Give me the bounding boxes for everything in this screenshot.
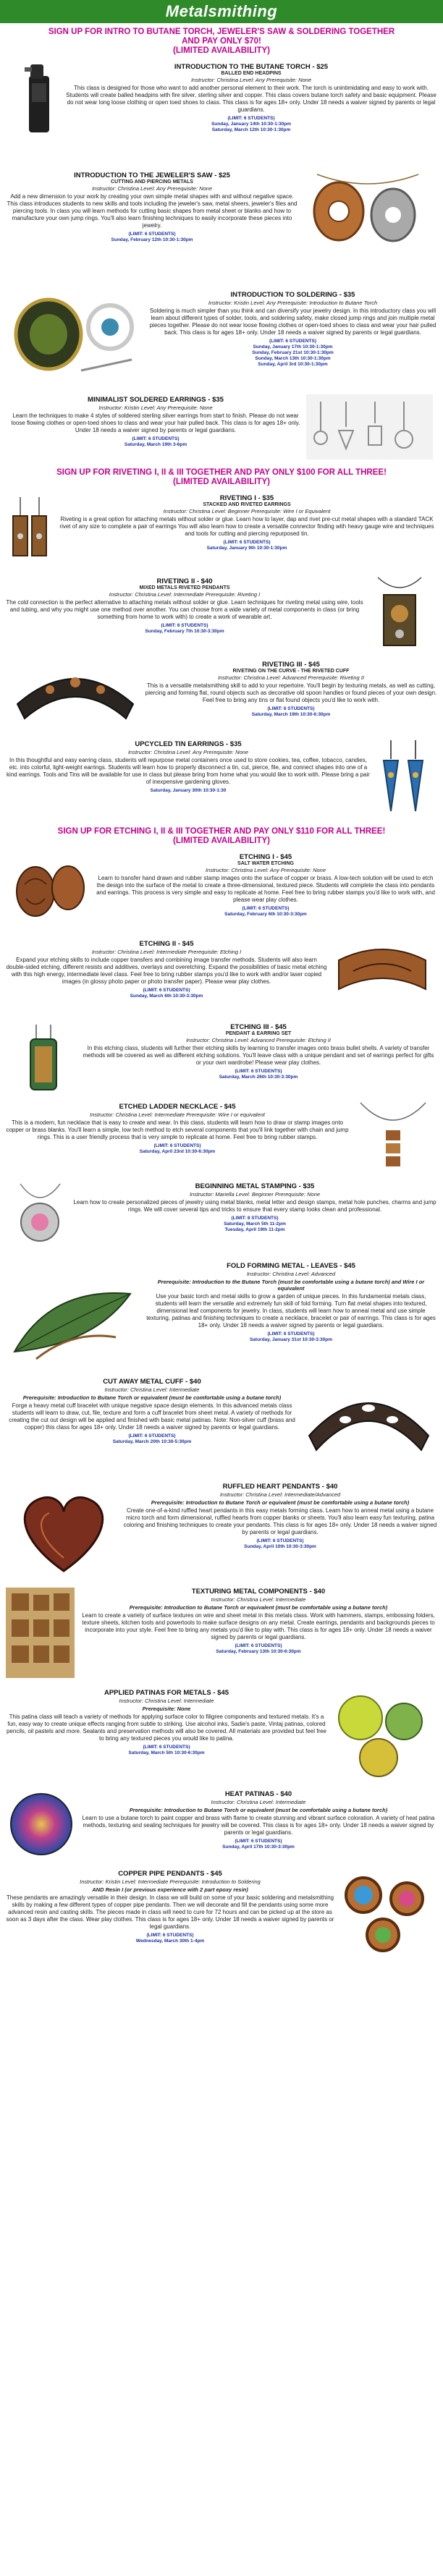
class-description: Learn to create a variety of surface textures on wire and sheet metal in this metals class. Work with hammers, stamps, embossing folders, texture sheets, kitchen tools and powertools to make surface designs on any metal. Create earrings, pendants and backgrounds pieces to incorporate into your style. Feel free to bring any metals you'd like to play with. This class is for ages 18+ only. Under 18 needs a waiver signed by parents or legal guardians.: [82, 1612, 435, 1640]
class-beginning-stamping: [0, 1178, 443, 1258]
class-date-line: Saturday, January 9th 10:30-1:30pm: [206, 546, 287, 551]
class-date-line: Saturday, March 19th 10:30-6:30pm: [251, 712, 331, 717]
class-dates: [123, 1538, 437, 1550]
class-description: Learn to transfer hand drawn and rubber stamp images onto the surface of copper or brass. A low-tech solution will be used to etch the design into the surface of the metal to create a three-dimensional, textured piece. Students will complete the class into pendants and earrings. This process is very simple and easy to replicate at home. Feel free to bring rubber stamps you'd like to work with, and please wear play clothes.: [96, 875, 435, 903]
class-date-line: Sunday, April 10th 10:30-3:30pm: [244, 1544, 316, 1549]
class-date-line: (LIMIT: 6 STUDENTS): [146, 1933, 194, 1938]
class-date-line: Saturday, March 5th 10:30-6:30pm: [128, 1750, 205, 1755]
class-date-line: Sunday, February 21st 10:30-1:30pm: [252, 350, 334, 355]
class-dates: [80, 1643, 437, 1655]
class-date-line: Saturday, February 6th 10:30-3:30pm: [224, 912, 307, 917]
bullet-shell-pendant-photo: [14, 1022, 72, 1094]
class-date-line: Sunday, March 13th 10:30-1:30pm: [255, 356, 331, 361]
class-dates: [80, 1069, 437, 1080]
class-date-line: Saturday, March 5th 11-2pm: [224, 1221, 286, 1226]
promo-line: SIGN UP FOR RIVETING I, II & III TOGETHER AND PAY ONLY $100 FOR ALL THREE!: [56, 468, 387, 477]
class-date-line: (LIMIT: 6 STUDENTS): [256, 1538, 304, 1543]
class-dates: [145, 1331, 437, 1343]
class-title: RIVETING II - $40: [156, 577, 213, 585]
class-title: INTRODUCTION TO THE BUTANE TORCH - $25: [174, 63, 329, 71]
class-description: Soldering is much simpler than you think and can diversify your jewelry design. In this introductory class you will learn about different types of solder, tools, and soldering safety, make closed jump rings and join multiple metal pieces together. Please do not wear loose flowing clothes or open-toed shoes to class and wear your hair pulled back. This class is for ages 18+ only. Under 18 needs a waiver signed by parents or legal guardians.: [149, 308, 436, 336]
class-meta: Instructor: Kristin Level: Any Prerequisite: Introduction to Butane Torch: [208, 300, 378, 306]
class-description: Learn to use a butane torch to paint copper and brass with flame to create stunning and vibrant surface coloration. A variety of heat patina methods, texturing and sealing techniques for jewelry will be covered. This class is for ages 18+ only. Under 18 needs a waiver signed by parents or legal guardians.: [82, 1815, 435, 1836]
class-date-line: Saturday, March 20th 10:30-5:30pm: [112, 1439, 192, 1444]
class-dates: [6, 1433, 298, 1445]
class-meta: Instructor: Mariella Level: Beginner Prerequisite: None: [189, 1191, 321, 1198]
class-meta: Instructor: Christina Level: Any Prerequisite: None: [205, 867, 326, 873]
promo-torch-saw-solder: [14, 27, 429, 56]
class-date-line: (LIMIT: 6 STUDENTS): [143, 988, 190, 993]
class-date-line: (LIMIT: 6 STUDENTS): [267, 706, 315, 711]
class-title: APPLIED PATINAS FOR METALS - $45: [104, 1689, 229, 1697]
class-description: This is a modern, fun necklace that is easy to create and wear. In this class, students will learn how to draw or stamp images onto copper or brass blanks. You'll learn a simple, low tech method to etch several components that you'll link together with chain and jump rings. This is a user friendly process that is very simple to replicate at home. Feel free to bring rubber stamps.: [6, 1119, 349, 1140]
promo-note: (LIMITED AVAILABILITY): [173, 46, 270, 55]
class-title: ETCHING II - $45: [139, 940, 194, 948]
class-date-line: (LIMIT: 6 STUDENTS): [242, 906, 290, 911]
riveted-earrings-photo: [7, 494, 51, 567]
riveted-pendant-photo: [371, 576, 429, 652]
class-applied-patinas: [0, 1685, 443, 1786]
class-jewelers-saw: [0, 167, 443, 287]
class-subtitle: CUTTING AND PIERCING METALS: [111, 179, 193, 185]
class-dates: [72, 1216, 437, 1233]
class-date-line: (LIMIT: 6 STUDENTS): [235, 1839, 282, 1844]
class-date-line: (LIMIT: 6 STUDENTS): [227, 116, 275, 121]
class-meta: Instructor: Christina Level: Intermediate Prerequisite: Riveting I: [109, 591, 261, 598]
class-title: ETCHED LADDER NECKLACE - $45: [119, 1103, 236, 1111]
class-dates: [6, 1933, 334, 1944]
class-texturing-metal: [0, 1583, 443, 1685]
class-date-line: Sunday, February 7th 10:30-3:30pm: [145, 629, 224, 634]
fold-formed-leaves-photo: [7, 1279, 141, 1366]
class-description: Expand your etching skills to include copper transfers and combining image transfer methods. Students will also learn double-sided etching, different resists and additives, overlays and overetching. Expand the possibilities of basic metal etching with this high energy, intermediate level class. Feel free to bring rubber stamps you'd like to work with and/or laser copied images (in glossy photo paper or photo transfer paper). Please wear play clothes.: [6, 957, 327, 985]
class-dates: [6, 1745, 327, 1756]
class-dates: [148, 339, 437, 368]
promo-line: SIGN UP FOR INTRO TO BUTANE TORCH, JEWELER'S SAW & SOLDERING TOGETHER: [48, 27, 395, 36]
promo-line: AND PAY ONLY $70!: [182, 37, 261, 46]
class-date-line: (LIMIT: 6 STUDENTS): [269, 339, 316, 344]
class-meta: Instructor: Christina Level: Intermediate Prerequisite: Wire I or equivalent: [90, 1111, 265, 1118]
class-subtitle: STACKED AND RIVETED EARRINGS: [203, 502, 291, 507]
class-meta: Instructor: Christina Level: Advanced Prerequisite: Riveting II: [218, 674, 364, 681]
class-date-line: Saturday, February 13th 10:30-6:30pm: [216, 1649, 301, 1654]
class-prerequisite: Prerequisite: Introduction to Butane Torch or equivalent (must be comfortable using a butane torch): [129, 1604, 388, 1611]
class-heat-patinas: [0, 1786, 443, 1865]
class-title: INTRODUCTION TO THE JEWELER'S SAW - $25: [74, 171, 230, 179]
class-description: Add a new dimension to your work by creating your own simple metal shapes with and without negative space. This class introduces students to new skills and tools including the jeweler's saw, metal sheers, jeweler's files and piercing tools. In class you will learn methods for cutting basic shapes from metal sheet or blanks and how to manufacture your own jump rings. You'll also learn finishing techniques to easily incorporate these pieces into jewelry.: [7, 193, 298, 229]
class-dates: [65, 116, 437, 133]
class-etched-ladder-necklace: [0, 1098, 443, 1178]
class-date-line: Sunday, March 6th 10:30-3:30pm: [130, 993, 203, 999]
class-title: MINIMALIST SOLDERED EARRINGS - $35: [88, 396, 224, 404]
class-prerequisite: Prerequisite: Introduction to Butane Torch or equivalent (must be comfortable using a butane torch): [22, 1394, 282, 1401]
class-date-line: (LIMIT: 6 STUDENTS): [235, 1069, 282, 1074]
etched-bracelet-photo: [332, 939, 433, 1011]
class-riveting-1: [0, 490, 443, 573]
class-description: Riveting is a great option for attaching metals without solder or glue. Learn how to layer, dap and rivet pre-cut metal shapes with a standard TACK rivet of any size to complete a pair of earrings You will also learn how to create a versatile connector finding with heavy gauge wire and techniques and tools for cutting and piercing repurposed tin.: [59, 516, 434, 537]
class-title: ETCHING III - $45: [230, 1023, 287, 1031]
class-butane-torch: [0, 59, 443, 167]
class-date-line: (LIMIT: 6 STUDENTS): [223, 540, 271, 545]
class-meta: Instructor: Christina Level: Any Prerequisite: None: [190, 77, 312, 83]
class-description: This patina class will teach a variety of methods for applying surface color to filigree components and textured metals. It's a fun, easy way to create unique effects ranging from subtle to striking. Use alcohol inks, Sadie's paste, Vintaj patinas, colored pencils, oil pastels and more. Sealants and preservation methods will also be covered. All materials are provided but feel free to bring any textured pieces you would like to patina.: [6, 1713, 326, 1742]
page-title: Metalsmithing: [165, 2, 278, 20]
class-meta: Instructor: Kristin Level: Intermediate Prerequisite: Introduction to Soldering: [80, 1878, 261, 1885]
class-title: RIVETING I - $35: [219, 494, 274, 502]
butane-torch-photo: [22, 62, 56, 134]
class-meta: Instructor: Christina Level: Any Prerequisite: None: [91, 185, 213, 192]
class-soldering: [0, 287, 443, 391]
class-dates: [6, 988, 327, 999]
class-copper-pipe-pendants: [0, 1865, 443, 1963]
class-subtitle: BALLED END HEADPINS: [221, 71, 282, 76]
promo-note: (LIMITED AVAILABILITY): [173, 478, 270, 486]
class-meta: Instructor: Christina Level: Intermediate: [119, 1698, 214, 1704]
class-title: RIVETING III - $45: [262, 661, 320, 669]
class-ruffled-heart-pendants: [0, 1478, 443, 1583]
class-title: FOLD FORMING METAL - LEAVES - $45: [227, 1262, 355, 1270]
promo-line: SIGN UP FOR ETCHING I, II & III TOGETHER AND PAY ONLY $110 FOR ALL THREE!: [57, 827, 386, 836]
promo-note: (LIMITED AVAILABILITY): [173, 836, 270, 845]
class-date-line: Saturday, March 12th 10:30-1:30pm: [211, 127, 291, 132]
class-description: Use your basic torch and metal skills to grow a garden of unique pieces. In this fundamental metals class, students will learn the versatile and extremely fun skill of fold forming. Turn flat metal shapes into textured, dimensional leaf components for jewelry. In class, students will learn how to anneal metal and use simple texturing, patinas and finishing techniques to create a necklace, bracelet or pair of earrings. This class is for ages 18+ only. Under 18 needs a waiver signed by parents or legal guardians.: [146, 1293, 436, 1329]
tin-earrings-photo: [378, 739, 429, 818]
class-riveting-2: [0, 573, 443, 656]
class-subtitle: RIVETING ON THE CURVE - THE RIVETED CUFF: [232, 669, 350, 674]
class-date-line: Sunday, January 14th 10:30-1:30pm: [211, 122, 292, 127]
class-dates: [94, 906, 437, 918]
class-dates: [6, 232, 298, 243]
class-subtitle: SALT WATER ETCHING: [237, 861, 294, 866]
class-title: TEXTURING METAL COMPONENTS - $40: [191, 1588, 326, 1596]
class-date-line: (LIMIT: 6 STUDENTS): [132, 436, 180, 441]
class-etching-1: [0, 849, 443, 936]
class-meta: Instructor: Christina Level: Intermediate: [211, 1596, 306, 1603]
class-date-line: Sunday, January 17th 10:30-1:30pm: [253, 344, 333, 349]
page-banner: [0, 0, 443, 23]
class-subtitle: MIXED METALS RIVETED PENDANTS: [139, 585, 230, 590]
class-title: UPCYCLED TIN EARRINGS - $35: [135, 740, 242, 748]
class-dates: [80, 1839, 437, 1850]
heat-patina-photo: [7, 1790, 76, 1859]
class-prerequisite: Prerequisite: Introduction to Butane Torch or equivalent (must be comfortable using a butane torch): [129, 1807, 388, 1813]
class-date-line: (LIMIT: 6 STUDENTS): [267, 1331, 315, 1336]
class-title: BEGINNING METAL STAMPING - $35: [195, 1182, 315, 1190]
class-subtitle: PENDANT & EARRING SET: [225, 1031, 292, 1036]
class-meta: Instructor: Christina Level: Intermediate Prerequisite: Etching I: [91, 949, 242, 955]
cut-away-cuff-photo: [302, 1378, 436, 1465]
class-prerequisite: Prerequisite: Introduction to Butane Torch or equivalent (must be comfortable using a butane torch): [151, 1499, 410, 1506]
class-meta: Instructor: Kristin Level: Any Prerequisite: None: [98, 404, 213, 411]
class-meta: Instructor: Christina Level: Advanced Prerequisite: Etching II: [186, 1037, 331, 1043]
class-description: The cold connection is the perfect alternative to attaching metals without solder or glue. Learn techniques for riveting metal using wire, tools and tubing, and why you might use one method over another. You can choose from a wide variety of metal components in class (or bring something from home to work with) to create a work of wearable art.: [6, 599, 363, 620]
textured-components-photo: [6, 1588, 75, 1678]
class-description: Learn the techniques to make 4 styles of soldered sterling silver earrings from start to finish. Please do not wear loose flowing clothes or open-toed shoes to class and wear your hair pulled back. This class is for ages 18+ only. Under 18 needs a waiver signed by parents or legal guardians.: [11, 412, 300, 433]
class-prerequisite: AND Resin I (or previous experience with 2 part epoxy resin): [92, 1886, 248, 1893]
class-date-line: Sunday, February 12th 10:30-1:30pm: [111, 237, 193, 242]
class-description: This class is designed for those who want to add another personal element to their work. The torch is unintimidating and easy to work with. Students will create balled headpins with fire silver, sterling silver and copper. This class covers butane torch safety and basic equipment. Please do not wear long loose clothing or open toed shoes to class. This class is for ages 18+ only. Under 18 needs a waiver signed by parents or legal guardians.: [66, 85, 436, 113]
soldered-earrings-photo: [306, 394, 433, 459]
class-meta: Instructor: Christina Level: Beginner Prerequisite: Wire I or Equivalent: [163, 508, 331, 514]
class-date-line: (LIMIT: 6 STUDENTS): [128, 1433, 176, 1439]
class-description: Learn how to create personalized pieces of jewelry using metal blanks, metal letter and design stamps, metal hole punches, charms and jump rings. We will cover several tips and tricks to ensure that every stamp looks clean and professional.: [73, 1199, 436, 1213]
class-description: In this thoughtful and easy earring class, students will repurpose metal containers once used to store cookies, tea, coffee, tobacco, candies, etc. into colorful, light-weight earrings. Students will learn how to properly disconnect a tin, cut, pierce, file, and connect shapes into one of a kind earrings. Tools and Tins will be available for use in class but please bring from home what you would like to work with. Please bring a pair of inexpensive gardening gloves.: [7, 757, 370, 785]
promo-etching: [14, 827, 429, 846]
class-description: In this etching class, students will further their etching skills by learning to transfer images onto brass bullet shells. A variety of transfer methods will be covered as well as different etching solutions. You'll leave class with a unique pendant and set of earrings perfect for gifts or your own wardrobe! Please wear play clothes.: [83, 1045, 434, 1066]
class-description: Create one-of-a-kind ruffled heart pendants in this easy metals forming class. Learn how to anneal metal using a butane micro torch and form dimensional, ruffled hearts from copper blanks or sheets. You'll also learn easy fun texturing, patina coloring and finishing techniques to create your pendants. This class is for ages 18+ only. Under 18 needs a waiver signed by parents or legal guardians.: [123, 1507, 437, 1535]
class-riveting-3: [0, 656, 443, 736]
class-meta: Instructor: Christina Level: Advanced: [246, 1271, 336, 1277]
class-dates: [6, 623, 363, 635]
class-dates: [6, 436, 305, 448]
class-meta: Instructor: Christina Level: Intermediate: [104, 1386, 200, 1393]
class-date-line: Saturday, March 26th 10:30-3:30pm: [219, 1075, 298, 1080]
class-title: HEAT PATINAS - $40: [224, 1790, 292, 1798]
stamped-pendant-photo: [13, 1182, 67, 1251]
class-date-line: (LIMIT: 6 STUDENTS): [161, 623, 208, 628]
class-date-line: (LIMIT: 6 STUDENTS): [143, 1745, 190, 1750]
riveted-cuff-photo: [10, 661, 140, 729]
class-date-line: Saturday, January 30th 10:30-1:30: [150, 788, 227, 793]
soldered-rings-photo: [9, 291, 143, 381]
class-title: INTRODUCTION TO SOLDERING - $35: [230, 291, 355, 299]
class-date-line: Sunday, April 3rd 10:30-1:30pm: [258, 362, 328, 367]
sawn-pendants-photo: [303, 171, 433, 251]
class-title: COPPER PIPE PENDANTS - $45: [118, 1870, 222, 1878]
class-dates: [145, 706, 437, 718]
class-meta: Instructor: Christina Level: Intermediate: [211, 1799, 306, 1805]
class-date-line: Tuesday, April 19th 11-2pm: [224, 1227, 285, 1232]
class-description: This is a versatile metalsmithing skill to add to your repertoire. You'll begin by texturing metals, as well as cutting, piercing and forming flat, round objects such as decorative old spoon handles or found pieces of your own design. Feel free to bring any tins or flat found objects you'd like to work with.: [145, 682, 437, 703]
etched-pendants-photo: [10, 852, 90, 931]
copper-pipe-pendants-photo: [338, 1870, 436, 1957]
class-minimalist-earrings: [0, 391, 443, 464]
class-etching-2: [0, 936, 443, 1019]
patina-samples-photo: [332, 1689, 433, 1779]
class-date-line: Sunday, April 17th 10:30-3:30pm: [222, 1844, 295, 1850]
class-title: ETCHING I - $45: [239, 853, 292, 861]
class-date-line: (LIMIT: 6 STUDENTS): [235, 1643, 282, 1648]
class-meta: Instructor: Christina Level: Intermediate/Advanced: [219, 1491, 341, 1498]
class-date-line: Wednesday, March 30th 1-4pm: [135, 1939, 205, 1944]
class-cut-away-cuff: [0, 1373, 443, 1478]
class-date-line: (LIMIT: 6 STUDENTS): [153, 1143, 201, 1148]
class-date-line: Saturday, January 31st 10:30-3:30pm: [249, 1337, 333, 1342]
class-date-line: (LIMIT: 6 STUDENTS): [128, 232, 176, 237]
promo-riveting: [14, 468, 429, 487]
class-description: Forge a heavy metal cuff bracelet with unique negative space design elements. In this advanced metals class students will learn to draw, cut, file, texture and form a cuff bracelet from sheet metal. A variety of methods for creating the cut out design will be applied and finished with basic metal patinas. Note: Non-silver cuff (brass and copper) this class for ages 18+ only. Under 18 needs a waiver signed by parents or legal guardians.: [9, 1402, 295, 1431]
class-meta: Instructor: Christina Level: Any Prerequisite: None: [127, 749, 249, 755]
ladder-necklace-photo: [353, 1101, 433, 1174]
class-date-line: (LIMIT: 8 STUDENTS): [231, 1216, 279, 1221]
class-prerequisite: Prerequisite: None: [142, 1706, 191, 1712]
class-dates: [6, 788, 371, 794]
class-date-line: Saturday, April 23rd 10:30-6:30pm: [139, 1149, 216, 1154]
class-prerequisite: Prerequisite: Introduction to the Butane Torch (must be comfortable using a butane torch) and Wire I or equivalent: [157, 1279, 425, 1292]
class-dates: [56, 540, 437, 551]
class-title: CUT AWAY METAL CUFF - $40: [103, 1378, 201, 1386]
class-description: These pendants are amazingly versatile in their design. In class we will build on some of your basic soldering and metalsmithing skills by making a few different types of copper pipe pendants. Then we will decorate and fill the pendants using some more advanced resin and casting skills. The pieces made in class will need to cure for 72 hours and can be picked up at the store as soon as 3 days after the class. Wear play clothes. This class is for ages 18+ only. Under 18 needs a waiver signed by parents or legal guardians.: [6, 1894, 334, 1930]
class-title: RUFFLED HEART PENDANTS - $40: [222, 1483, 338, 1491]
class-etching-3: [0, 1019, 443, 1098]
ruffled-heart-photo: [12, 1486, 117, 1576]
class-fold-forming-leaves: [0, 1258, 443, 1373]
class-dates: [6, 1143, 349, 1155]
class-upcycled-tin-earrings: [0, 736, 443, 823]
class-date-line: Saturday, March 19th 3-6pm: [124, 442, 187, 447]
